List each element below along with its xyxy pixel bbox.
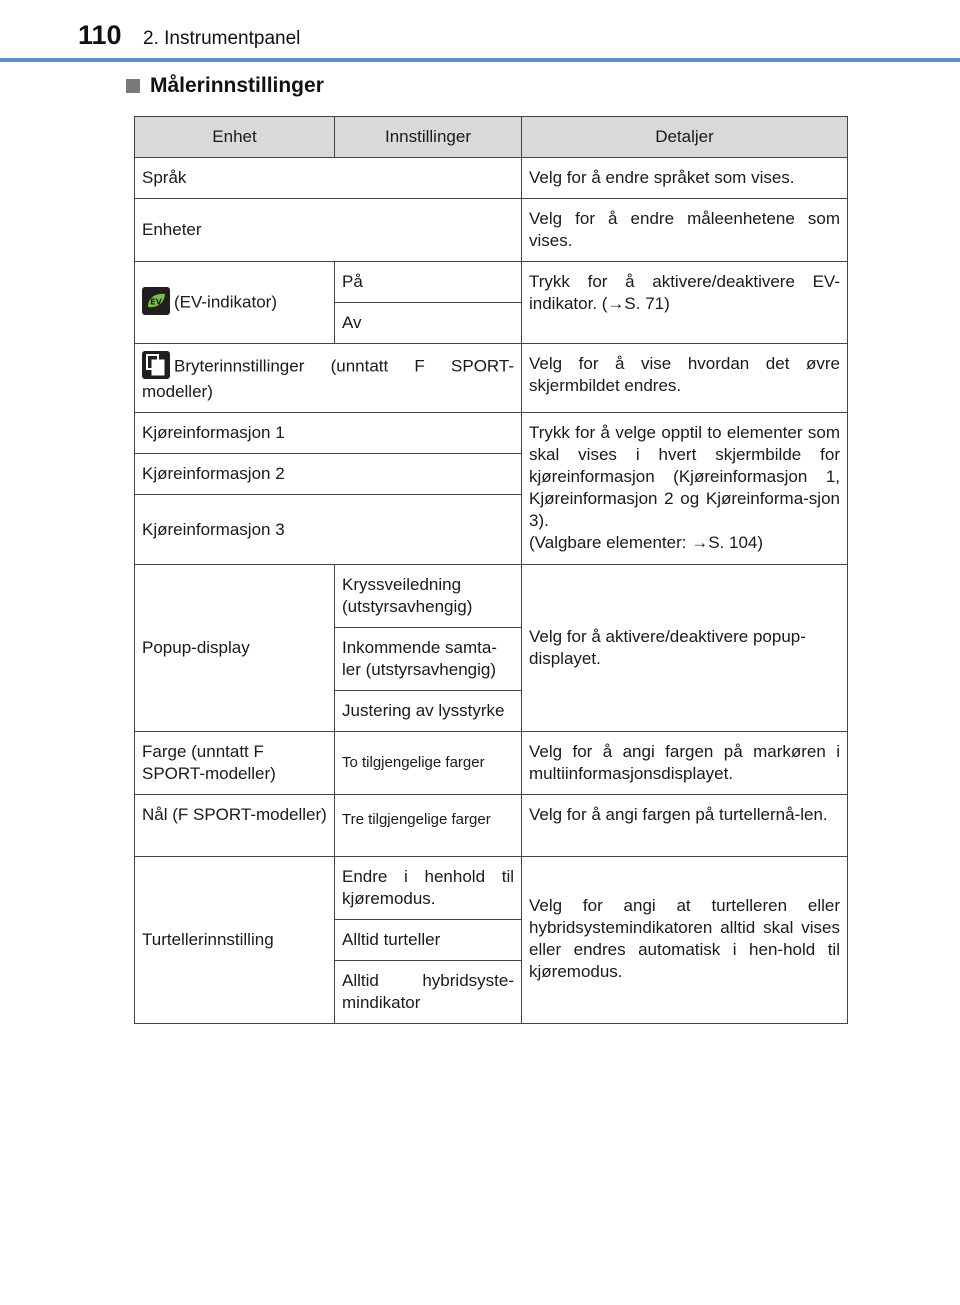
table-row: [135, 199, 848, 262]
section-title-text: Målerinnstillinger: [150, 74, 324, 97]
cell-setting-ev-off: Av: [335, 303, 522, 344]
table-row: [135, 565, 848, 628]
cell-unit-drive-info-1: Kjøreinformasjon 1: [135, 413, 522, 454]
drive-info-note: (Valgbare elementer: →S. 104): [529, 533, 764, 552]
table-row: [135, 262, 848, 303]
switch-unit-label: Bryterinnstillinger (unntatt F SPORT-modeller): [142, 356, 514, 401]
cell-details-needle: Velg for å angi fargen på turtellernå-len.: [522, 795, 848, 857]
cell-setting-popup-2: Inkommende samta-ler (utstyrsavhengig): [335, 628, 522, 691]
cell-setting-tacho-3: Alltid hybridsyste-mindikator: [335, 961, 522, 1024]
cell-unit-switch: [135, 344, 522, 413]
cell-setting-tacho-2: Alltid turteller: [335, 920, 522, 961]
table-row: [135, 732, 848, 795]
cell-details-drive-info: [522, 413, 848, 565]
cell-unit-tacho: Turtellerinnstilling: [135, 857, 335, 1024]
column-header-details: Detaljer: [522, 117, 848, 158]
cell-details-sprak: Velg for å endre språket som vises.: [522, 158, 848, 199]
header-rule: [0, 58, 960, 62]
cell-unit-color: Farge (unntatt F SPORT-modeller): [135, 732, 335, 795]
ev-indicator-icon: [142, 287, 170, 315]
table-row: [135, 795, 848, 857]
page-number: 110: [78, 20, 122, 50]
cell-details-tacho: Velg for angi at turtelleren eller hybridsystemindikatoren alltid skal vises eller endres automatisk i hen-hold til kjøremodus.: [522, 857, 848, 1024]
table-row: [135, 344, 848, 413]
cell-setting-tacho-1: Endre i henhold til kjøremodus.: [335, 857, 522, 920]
cell-details-color: Velg for å angi fargen på markøren i multiinformasjonsdisplayet.: [522, 732, 848, 795]
cell-setting-popup-1: Kryssveiledning (utstyrsavhengig): [335, 565, 522, 628]
cell-setting-ev-on: På: [335, 262, 522, 303]
settings-table: [134, 116, 848, 1024]
cell-details-ev: Trykk for å aktivere/deaktivere EV-indikator. (→S. 71): [522, 262, 848, 344]
svg-text:EV: EV: [150, 297, 162, 306]
table-row: [135, 857, 848, 920]
column-header-unit: Enhet: [135, 117, 335, 158]
table-header-row: [135, 117, 848, 158]
cell-details-switch: Velg for å vise hvordan det øvre skjermbildet endres.: [522, 344, 848, 413]
section-title: [126, 74, 324, 98]
switch-settings-icon: [142, 351, 170, 379]
cell-details-popup: Velg for å aktivere/deaktivere popup-displayet.: [522, 565, 848, 732]
ev-unit-label: (EV-indikator): [174, 291, 277, 311]
cell-unit-ev: [135, 262, 335, 344]
cell-unit-enheter: Enheter: [135, 199, 522, 262]
cell-details-enheter: Velg for å endre måleenhetene som vises.: [522, 199, 848, 262]
column-header-settings: Innstillinger: [335, 117, 522, 158]
cell-unit-drive-info-3: Kjøreinformasjon 3: [135, 495, 522, 565]
cell-setting-popup-3: Justering av lysstyrke: [335, 691, 522, 732]
cell-setting-needle: Tre tilgjengelige farger: [335, 795, 522, 857]
cell-unit-needle: Nål (F SPORT-modeller): [135, 795, 335, 857]
table-row: [135, 413, 848, 454]
drive-info-details: Trykk for å velge opptil to elementer som skal vises i hvert skjermbilde for kjøreinformasjon (Kjøreinformasjon 1, Kjøreinformasjon 2 og Kjøreinforma-sjon 3).: [529, 423, 840, 530]
table-row: [135, 158, 848, 199]
chapter-title: 2. Instrumentpanel: [143, 28, 301, 49]
square-bullet-icon: [126, 79, 140, 93]
cell-unit-popup: Popup-display: [135, 565, 335, 732]
cell-unit-drive-info-2: Kjøreinformasjon 2: [135, 454, 522, 495]
cell-unit-sprak: Språk: [135, 158, 522, 199]
cell-setting-color: To tilgjengelige farger: [335, 732, 522, 795]
